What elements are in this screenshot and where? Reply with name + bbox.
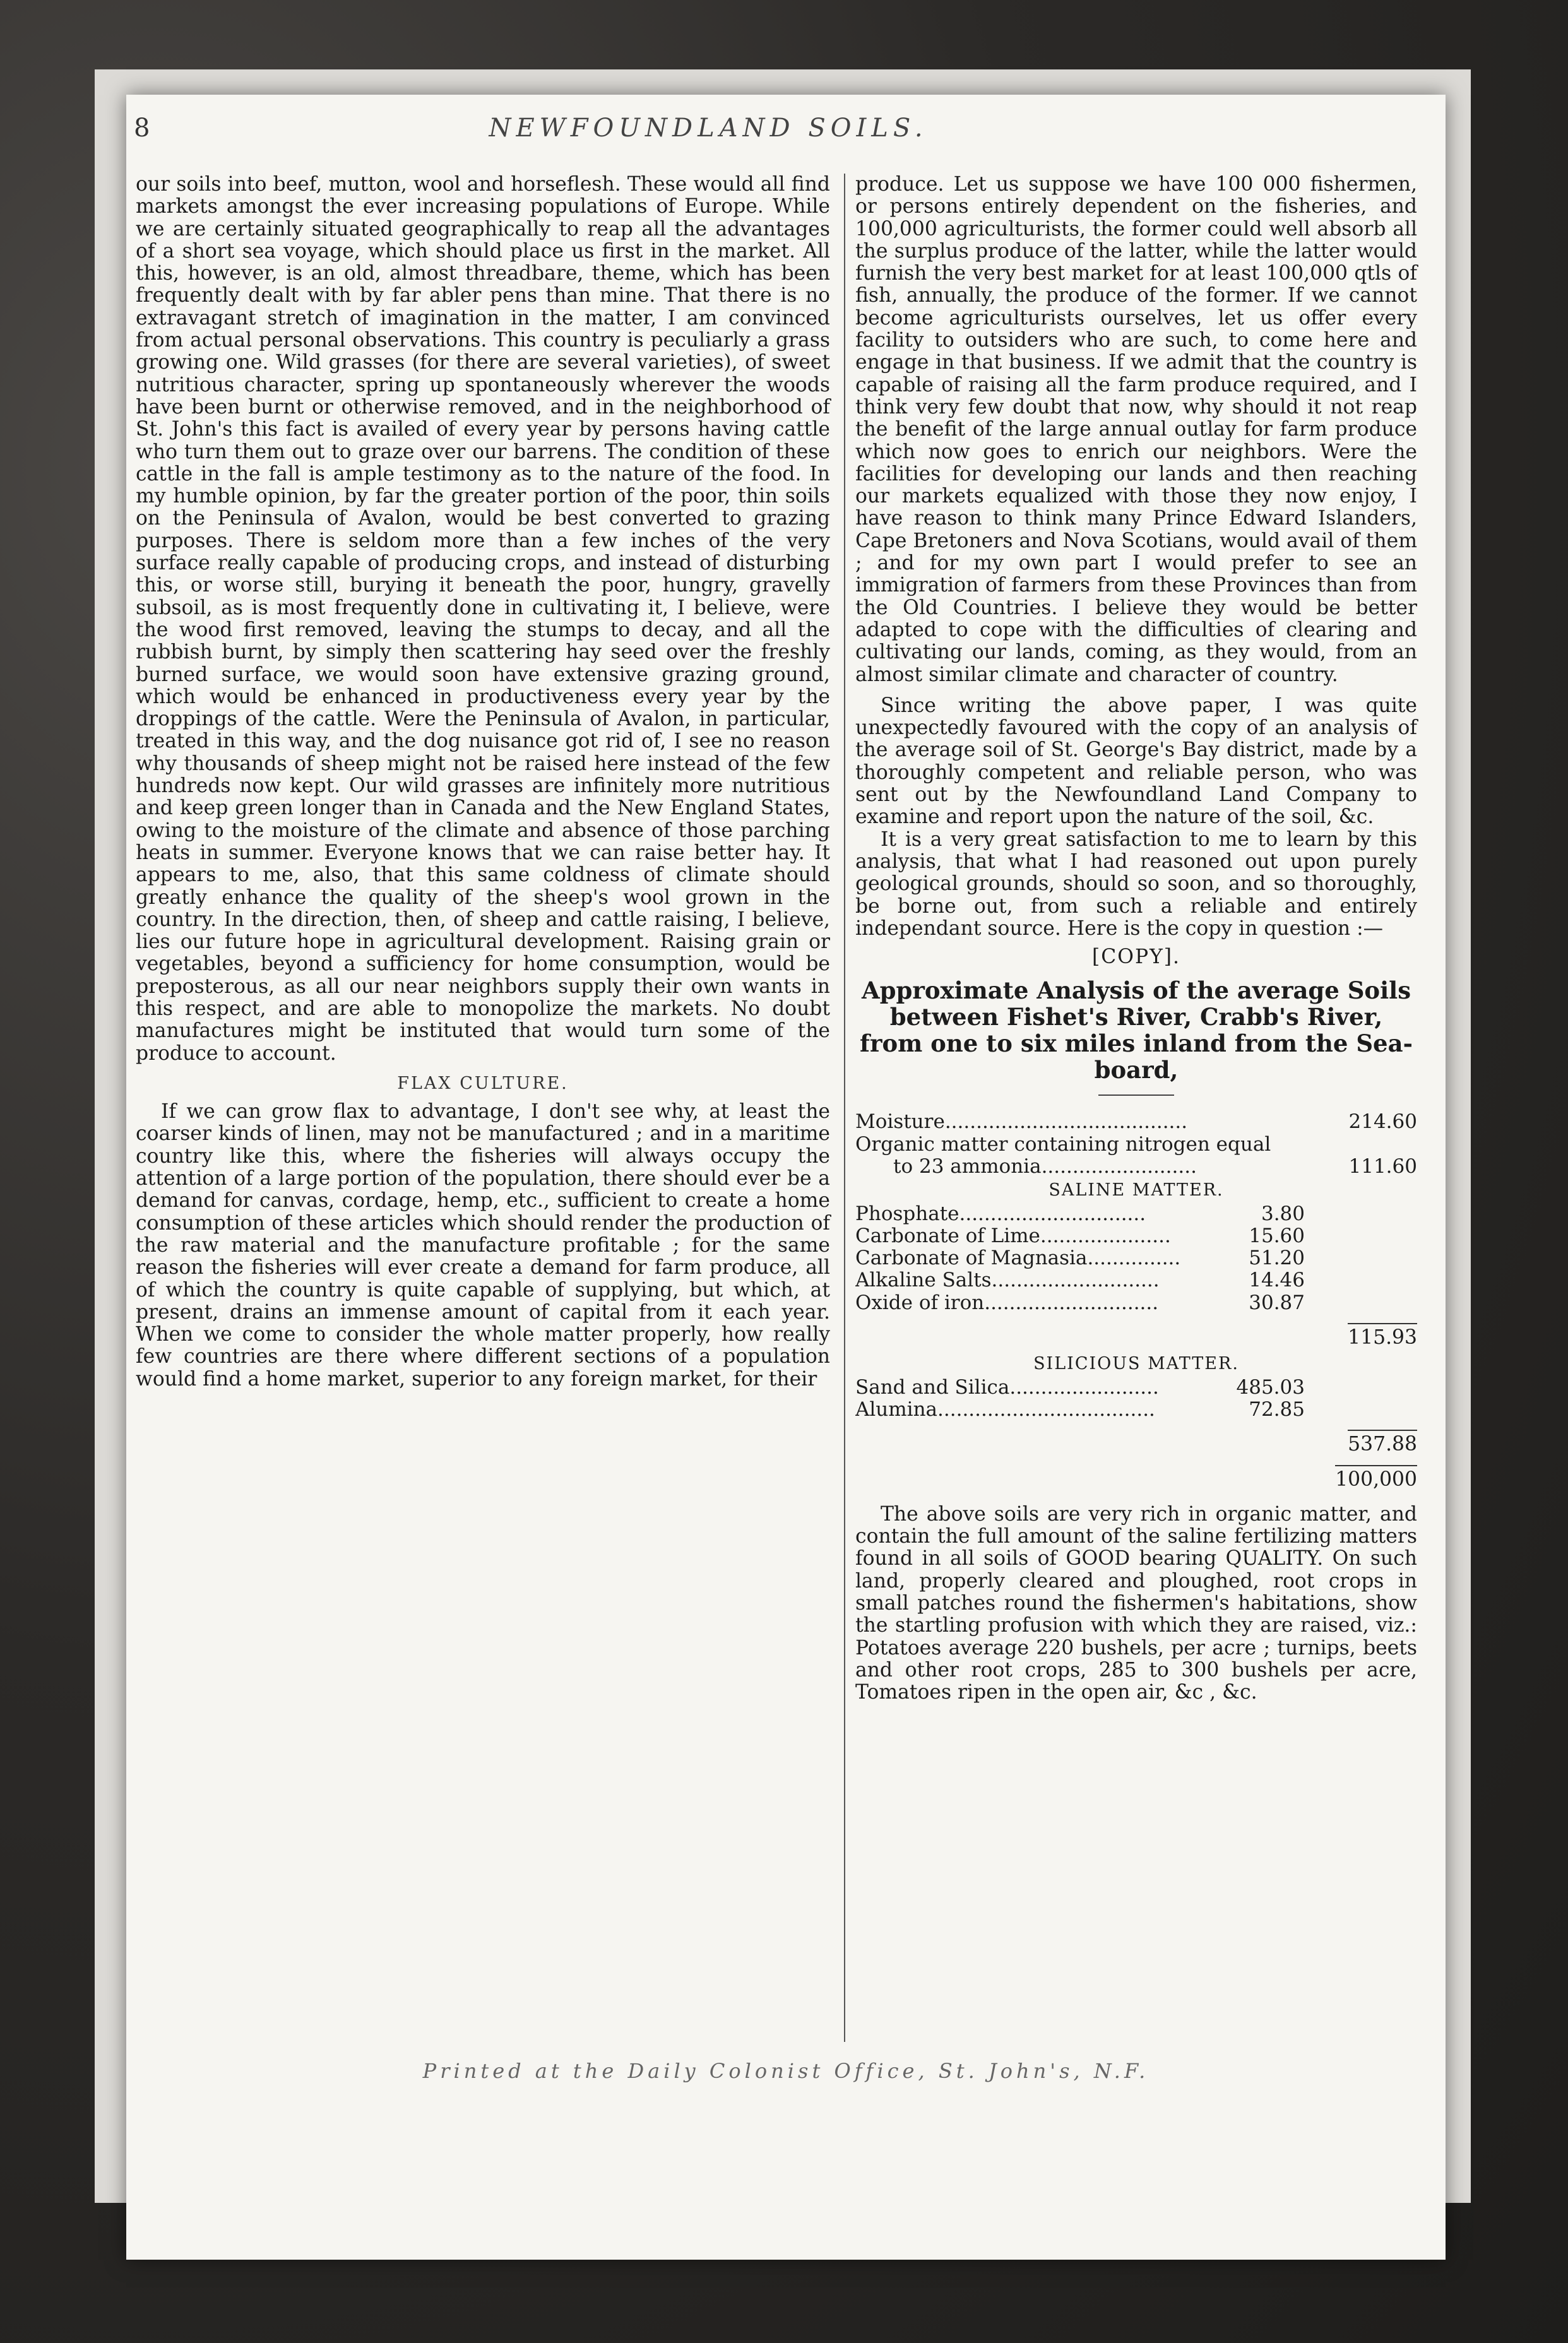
divider-rule <box>1098 1094 1174 1096</box>
page-number: 8 <box>134 114 150 143</box>
section-heading: FLAX CULTURE. <box>397 1073 569 1093</box>
body-paragraph: Since writing the above paper, I was quite unexpectedly favoured with the copy of an analysis of the average soil of St. George's Bay district, made by a thoroughly competent and reliable person, who was sent out by the Newfoundland Land Company to examine and report upon the nature of the soil, &c. <box>855 694 1417 829</box>
row-label: Carbonate of Magnasia............... <box>855 1247 1181 1270</box>
table-row <box>855 1203 1305 1225</box>
saline-table <box>855 1203 1305 1314</box>
table-row <box>855 1134 1417 1156</box>
row-value: 15.60 <box>1249 1224 1305 1247</box>
running-title: NEWFOUNDLAND SOILS. <box>489 114 928 143</box>
table-row <box>855 1111 1417 1133</box>
table-row <box>855 1225 1305 1247</box>
body-paragraph: our soils into beef, mutton, wool and horseflesh. These would all find markets amongst the ever increasing populations of Europe. While we are certainly situated geographically to reap all the advantages of a short sea voyage, which should place us first in the market. All this, however, is an old, almost threadbare, theme, which has been frequently dealt with by far abler pens than mine. That there is no extravagant stretch of imagination in the matter, I am convinced from actual personal observations. This country is peculiarly a grass growing one. Wild grasses (for there are several varieties), of sweet nutritious character, spring up spontaneously wherever the woods have been burnt or otherwise removed, and in the neighborhood of St. John's this fact is availed of every year by persons having cattle who turn them out to graze over our barrens. The condition of these cattle in the fall is ample testimony as to the nature of the food. In my humble opinion, by far the greater portion of the poor, thin soils on the Peninsula of Avalon, would be best converted to grazing purposes. There is seldom more than a few inches of the very surface really capable of producing crops, and instead of disturbing this, or worse still, burying it beneath the poor, hungry, gravelly subsoil, as is most frequently done in cultivating it, I believe, were the wood first removed, leaving the stumps to decay, and all the rubbish burnt, by simply then scattering hay seed over the freshly burned surface, we would soon have extensive grazing ground, which would be enhanced in productiveness every year by the droppings of the cattle. Were the Peninsula of Avalon, in particular, treated in this way, and the dog nuisance got rid of, I see no reason why thousands of sheep might not be raised here instead of the few hundreds now kept. Our wild grasses are infinitely more nutritious and keep green longer than in Canada and the New England States, owing to the moisture of the climate and absence of those parching heats in summer. Everyone knows that we can raise better hay. It appears to me, also, that this same coldness of climate should greatly enhance the quality of the sheep's wool grown in the country. In the direction, then, of sheep and cattle raising, I believe, lies our future hope in agricultural development. Raising grain or vegetables, beyond a sufficiency for home consumption, would be preposterous, as all our near neighbors supply their own wants in this respect, and are able to monopolize the markets. No doubt manufactures might be instituted that would turn some of the produce to account. <box>136 173 830 1065</box>
printer-imprint: Printed at the Daily Colonist Office, St. John's, N.F. <box>422 2059 1149 2083</box>
row-label: to 23 ammonia......................... <box>893 1155 1197 1178</box>
silicious-total <box>855 1430 1417 1456</box>
row-label: Moisture....................................... <box>855 1111 1188 1134</box>
row-value: 30.87 <box>1249 1291 1305 1314</box>
body-paragraph: It is a very great satisfaction to me to learn by this analysis, that what I had reasoned out upon purely geological grounds, should so soon, and so thoroughly, be borne out, from such a reliable and entirely independant source. Here is the copy in question :— <box>855 827 1417 940</box>
silicious-heading: SILICIOUS MATTER. <box>1033 1354 1239 1374</box>
row-value: 111.60 <box>1348 1154 1417 1178</box>
row-label: Alumina................................... <box>855 1398 1155 1421</box>
body-paragraph: produce. Let us suppose we have 100 000 fishermen, or persons entirely dependent on the fisheries, and 100,000 agriculturists, the former could well absorb all the surplus produce of the latter, while the latter would furnish the very best market for at least 100,000 qtls of fish, annually, the produce of the former. If we cannot become agriculturists ourselves, let us offer every facility to outsiders who are such, to come here and engage in that business. If we admit that the country is capable of raising all the farm produce required, and I think very few doubt that now, why should it not reap the benefit of the large annual outlay for farm produce which now goes to enrich our neighbors. Were the facilities for developing our lands and then reaching our markets equalized with those they now enjoy, I have reason to think many Prince Edward Islanders, Cape Bretoners and Nova Scotians, would avail of them ; and for my own part I would prefer to see an immigration of farmers from these Provinces than from the Old Countries. I believe they would be better adapted to cope with the difficulties of clearing and cultivating our lands, coming, as they would, from an almost similar climate and character of country. <box>855 173 1417 686</box>
grand-total <box>855 1465 1417 1491</box>
row-value: 214.60 <box>1348 1110 1417 1134</box>
saline-heading: SALINE MATTER. <box>1048 1180 1224 1201</box>
left-column <box>136 174 830 1391</box>
table-row <box>855 1377 1305 1399</box>
column-divider <box>844 174 845 2042</box>
saline-total <box>855 1323 1417 1349</box>
copy-label: [COPY]. <box>1091 946 1181 969</box>
row-value: 3.80 <box>1261 1202 1305 1225</box>
analysis-table <box>855 1111 1417 1178</box>
row-label: Organic matter containing nitrogen equal <box>855 1133 1271 1156</box>
row-label: Oxide of iron............................ <box>855 1291 1159 1314</box>
row-value: 51.20 <box>1249 1247 1305 1270</box>
table-row <box>855 1269 1305 1291</box>
silicious-total-value: 537.88 <box>1348 1430 1417 1456</box>
table-row <box>855 1292 1305 1314</box>
row-label: Carbonate of Lime..................... <box>855 1225 1171 1247</box>
grand-total-value: 100,000 <box>1335 1465 1417 1491</box>
body-paragraph: The above soils are very rich in organic matter, and contain the full amount of the saline fertilizing matters found in all soils of GOOD bearing QUALITY. On such land, properly cleared and ploughed, root crops in small patches round the fishermen's habitations, show the startling profusion with which they are raised, viz.: Potatoes average 220 bushels, per acre ; turnips, beets and other root crops, 285 to 300 bushels per acre, Tomatoes ripen in the open air, &c , &c. <box>855 1502 1417 1704</box>
row-label: Sand and Silica........................ <box>855 1376 1159 1399</box>
page-header <box>134 114 1283 151</box>
table-row <box>855 1247 1305 1269</box>
saline-total-value: 115.93 <box>1348 1323 1417 1349</box>
row-value: 485.03 <box>1236 1375 1305 1399</box>
analysis-title: Approximate Analysis of the average Soils between Fishet's River, Crabb's River, from one to six miles inland from the Sea-board, <box>860 976 1413 1084</box>
table-row <box>855 1399 1305 1421</box>
row-label: Phosphate.............................. <box>855 1202 1146 1225</box>
body-paragraph: If we can grow flax to advantage, I don't see why, at least the coarser kinds of linen, may not be manufactured ; and in a maritime country like this, where the fisheries will always occupy the attention of a large portion of the population, there should ever be a demand for canvas, cordage, hemp, etc., sufficient to create a home consumption of these articles which should render the production of the raw material and the manufacture profitable ; for the same reason the fisheries will ever create a demand for farm produce, all of which the country is quite capable of supplying, but which, at present, drains an immense amount of capital from it each year. When we come to consider the whole matter properly, how really few countries are there where different sections of a population would find a home market, superior to any foreign market, for their <box>136 1100 830 1391</box>
right-column <box>855 174 1417 1704</box>
silicious-table <box>855 1377 1305 1421</box>
row-value: 14.46 <box>1249 1269 1305 1292</box>
table-row <box>855 1156 1417 1178</box>
row-value: 72.85 <box>1249 1397 1305 1421</box>
row-label: Alkaline Salts........................... <box>855 1269 1160 1292</box>
